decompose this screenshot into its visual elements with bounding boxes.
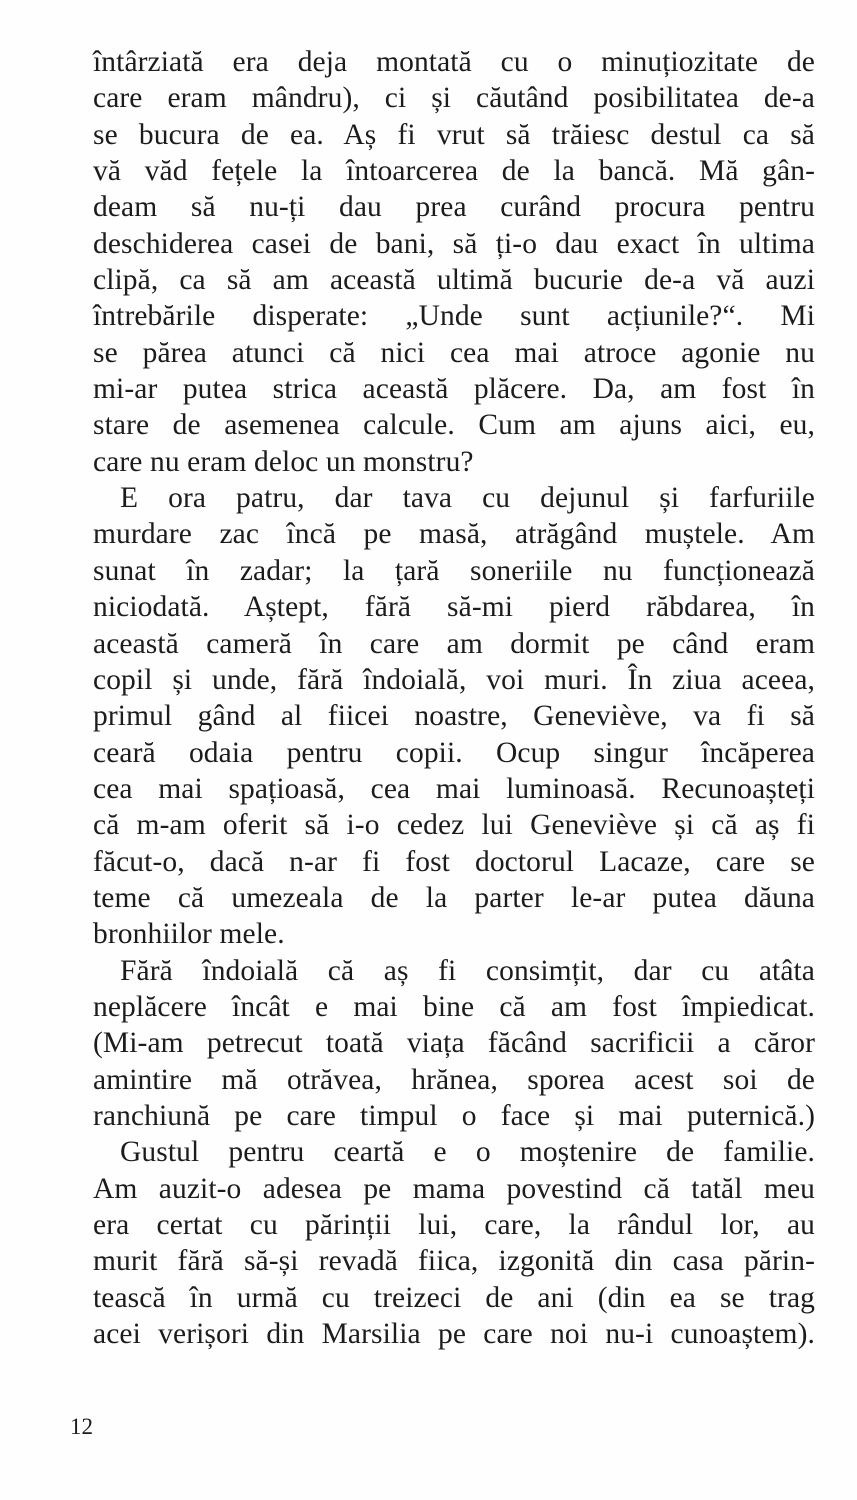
- text-line: acei verișori din Marsilia pe care noi nu-i cunoaștem).: [93, 1318, 815, 1351]
- text-line: vă văd fețele la întoarcerea de la bancă. Mă gân-: [93, 155, 815, 188]
- text-line: că m-am oferit să i-o cedez lui Geneviève și că aș fi: [93, 809, 815, 842]
- text-line: ranchiună pe care timpul o face și mai puternică.): [93, 1099, 815, 1132]
- text-line: care nu eram deloc un monstru?: [93, 445, 474, 478]
- text-line: murit fără să-și revadă fiica, izgonită din casa părin-: [93, 1245, 815, 1278]
- text-line: primul gând al fiicei noastre, Geneviève, va fi să: [93, 700, 815, 733]
- text-line: cea mai spațioasă, cea mai luminoasă. Recunoașteți: [93, 772, 815, 805]
- page-number: 12: [70, 1414, 93, 1439]
- text-line: deam să nu-ți dau prea curând procura pentru: [93, 191, 815, 224]
- text-line: întârziată era deja montată cu o minuțiozitate de: [93, 46, 815, 78]
- text-line: Fără îndoială că aș fi consimțit, dar cu atâta: [120, 954, 815, 987]
- text-line: niciodată. Aștept, fără să-mi pierd răbdarea, în: [93, 591, 815, 624]
- text-line: E ora patru, dar tava cu dejunul și farfuriile: [120, 482, 815, 515]
- text-line: murdare zac încă pe masă, atrăgând muștele. Am: [93, 518, 815, 551]
- text-line: se părea atunci că nici cea mai atroce agonie nu: [93, 336, 815, 369]
- text-line: întrebările disperate: „Unde sunt acțiunile?“. Mi: [93, 300, 815, 333]
- text-line: (Mi-am petrecut toată viața făcând sacrificii a căror: [93, 1027, 815, 1060]
- text-line: bronhiilor mele.: [93, 918, 285, 951]
- text-line: clipă, ca să am această ultimă bucurie de-a vă auzi: [93, 264, 815, 297]
- text-line: neplăcere încât e mai bine că am fost împiedicat.: [93, 990, 815, 1023]
- text-line: copil și unde, fără îndoială, voi muri. În ziua aceea,: [93, 663, 815, 696]
- text-line: teme că umezeala de la parter le-ar putea dăuna: [93, 881, 815, 914]
- text-line: era certat cu părinții lui, care, la rândul lor, au: [93, 1209, 815, 1241]
- text-line: deschiderea casei de bani, să ți-o dau exact în ultima: [93, 227, 815, 260]
- text-line: Gustul pentru ceartă e o moștenire de familie.: [120, 1136, 815, 1169]
- text-line: se bucura de ea. Aș fi vrut să trăiesc destul ca să: [93, 118, 815, 151]
- text-line: care eram mândru), ci și căutând posibilitatea de-a: [93, 82, 815, 115]
- text-line: Am auzit-o adesea pe mama povestind că tatăl meu: [93, 1172, 815, 1205]
- text-line: tească în urmă cu treizeci de ani (din ea se trag: [93, 1281, 815, 1314]
- text-line: această cameră în care am dormit pe când eram: [93, 627, 815, 660]
- text-line: ceară odaia pentru copii. Ocup singur încăperea: [93, 736, 815, 769]
- text-line: stare de asemenea calcule. Cum am ajuns aici, eu,: [93, 409, 815, 442]
- text-line: amintire mă otrăvea, hrănea, sporea acest soi de: [93, 1063, 815, 1096]
- text-line: mi-ar putea strica această plăcere. Da, am fost în: [93, 373, 815, 406]
- text-line: sunat în zadar; la țară soneriile nu funcționează: [93, 554, 815, 587]
- body-text: [93, 44, 815, 1352]
- text-line: făcut-o, dacă n-ar fi fost doctorul Lacaze, care se: [93, 845, 815, 878]
